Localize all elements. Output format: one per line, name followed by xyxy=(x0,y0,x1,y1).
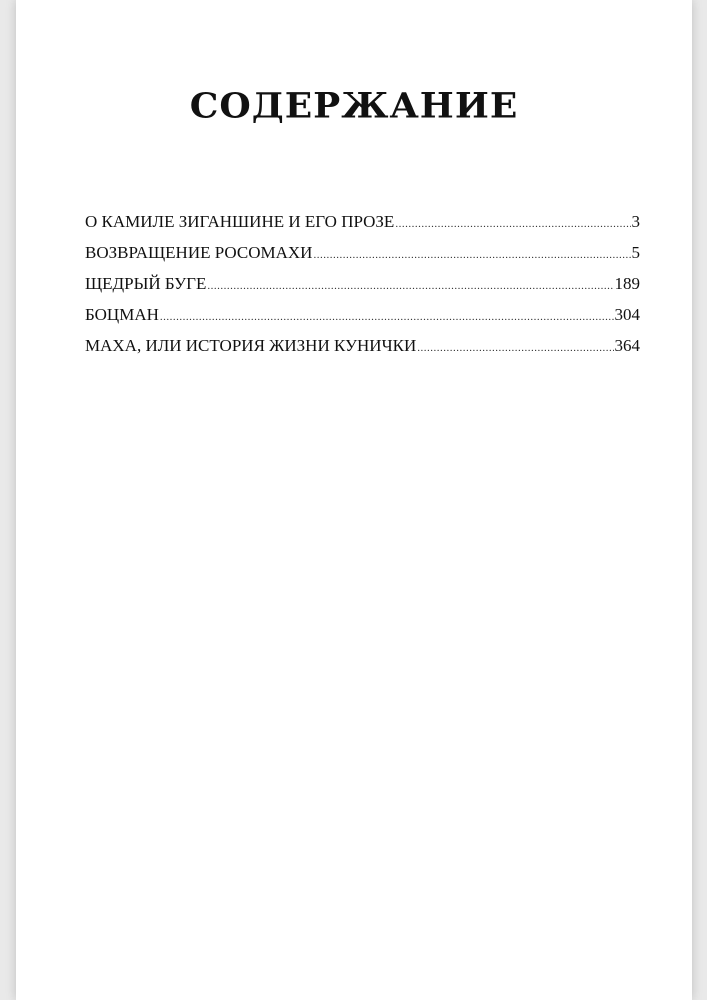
dot-leader xyxy=(395,218,630,230)
toc-entry-page-number: 189 xyxy=(614,274,640,293)
toc-entry-title: ЩЕДРЫЙ БУГЕ xyxy=(85,274,207,293)
dot-leader xyxy=(417,342,613,354)
toc-entry-page-number: 3 xyxy=(631,212,640,231)
toc-entry-page-number: 364 xyxy=(614,336,640,355)
table-of-contents xyxy=(85,212,640,367)
dot-leader xyxy=(207,280,613,292)
toc-entry[interactable] xyxy=(85,243,640,274)
toc-entry[interactable] xyxy=(85,305,640,336)
toc-entry-title: БОЦМАН xyxy=(85,305,159,324)
toc-entry-page-number: 5 xyxy=(631,243,640,262)
toc-entry-title: О КАМИЛЕ ЗИГАНШИНЕ И ЕГО ПРОЗЕ xyxy=(85,212,395,231)
toc-entry-title: МАХА, ИЛИ ИСТОРИЯ ЖИЗНИ КУНИЧКИ xyxy=(85,336,417,355)
toc-entry-page-number: 304 xyxy=(614,305,640,324)
document-page xyxy=(16,0,692,1000)
page-title: СОДЕРЖАНИЕ xyxy=(189,86,519,126)
toc-entry-title: ВОЗВРАЩЕНИЕ РОСОМАХИ xyxy=(85,243,313,262)
dot-leader xyxy=(313,249,630,261)
toc-entry[interactable] xyxy=(85,274,640,305)
dot-leader xyxy=(160,311,614,323)
toc-entry[interactable] xyxy=(85,336,640,367)
toc-entry[interactable] xyxy=(85,212,640,243)
